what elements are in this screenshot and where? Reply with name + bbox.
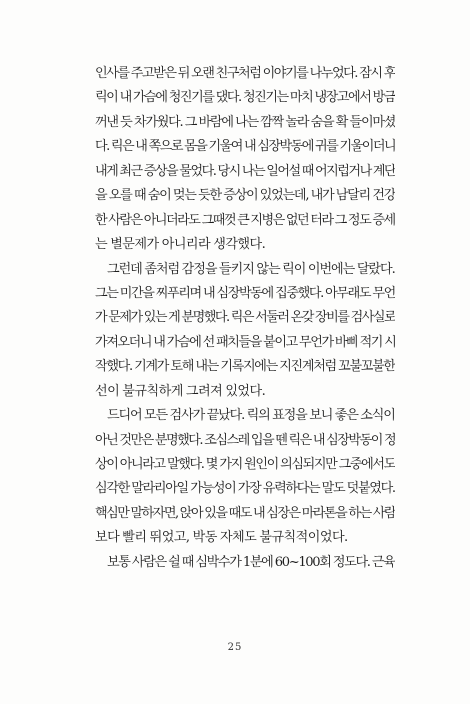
text-line: 가져오더니 내 가슴에 선 패치들을 붙이고 무언가 바삐 적기 시 — [95, 334, 395, 350]
text-line: 드디어 모든 검사가 끝났다. 릭의 표정을 보니 좋은 소식이 — [107, 408, 395, 424]
text-line: 핵심만 말하자면, 앉아 있을 때도 내 심장은 마라톤을 하는 사람 — [95, 505, 395, 521]
text-line: 내게 최근 증상을 물었다. 당시 나는 일어설 때 어지럽거나 계단 — [95, 163, 395, 179]
text-line: 는 별문제가 아니리라 생각했다. — [95, 237, 266, 253]
text-line: 보다 빨리 뛰었고, 박동 자체도 불규칙적이었다. — [95, 530, 348, 546]
text-line: 꺼낸 듯 차가웠다. 그 바람에 나는 깜짝 놀라 숨을 확 들이마셨 — [95, 114, 395, 130]
text-line: 작했다. 기계가 토해 내는 기록지에는 지진계처럼 꼬불꼬불한 — [95, 359, 395, 375]
text-line: 선이 불규칙하게 그려져 있었다. — [95, 383, 266, 399]
text-line: 상이 아니라고 말했다. 몇 가지 원인이 의심되지만 그중에서도 — [95, 457, 395, 472]
text-line: 을 오를 때 숨이 멎는 듯한 증상이 있었는데, 내가 남달리 건강 — [95, 188, 395, 204]
text-line: 그는 미간을 찌푸리며 내 심장박동에 집중했다. 아무래도 무언 — [95, 285, 395, 301]
text-line: 한 사람은 아니더라도 그때껏 큰 지병은 없던 터라 그 정도 증세 — [95, 212, 395, 228]
text-line: 보통 사람은 쉴 때 심박수가 1분에 60~100회 정도다. 근육 — [107, 554, 395, 570]
text-line: 그런데 좀처럼 감정을 들키지 않는 릭이 이번에는 달랐다. — [107, 261, 395, 277]
text-line: 아닌 것만은 분명했다. 조심스레 입을 뗀 릭은 내 심장박동이 정 — [95, 432, 395, 448]
text-line: 심각한 말라리아일 가능성이 가장 유력하다는 말도 덧붙였다. — [95, 481, 395, 497]
text-line: 가 문제가 있는 게 분명했다. 릭은 서둘러 온갖 장비를 검사실로 — [95, 310, 395, 326]
body-text — [95, 62, 395, 575]
text-line: 다. 릭은 내 쪽으로 몸을 기울여 내 심장박동에 귀를 기울이더니 — [95, 139, 395, 155]
page-number: 25 — [227, 642, 243, 653]
text-line: 릭이 내 가슴에 청진기를 댔다. 청진기는 마치 냉장고에서 방금 — [95, 90, 395, 106]
text-line: 인사를 주고받은 뒤 오랜 친구처럼 이야기를 나누었다. 잠시 후 — [95, 66, 395, 81]
